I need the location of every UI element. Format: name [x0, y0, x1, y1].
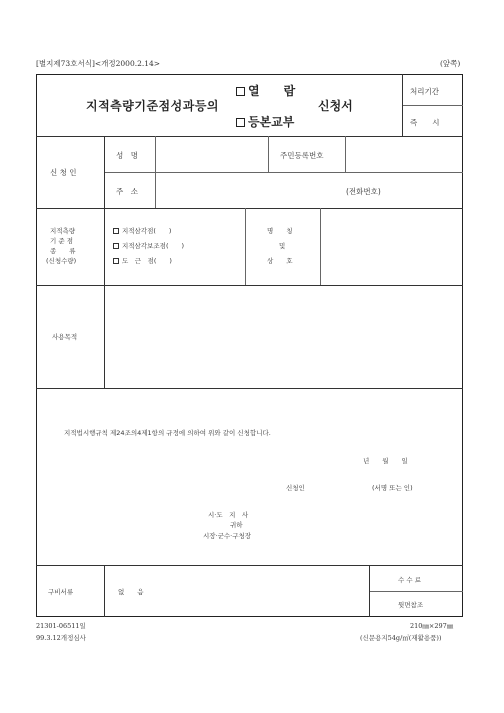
recipient-governor: 시·도 지 사	[208, 511, 249, 519]
survey-option-triangulation[interactable]	[113, 226, 171, 235]
address-label: 주 소	[116, 187, 138, 196]
required-docs-label: 구비서류	[48, 588, 74, 596]
survey-section-label-1: 지적측량	[50, 227, 76, 235]
checkbox-traverse[interactable]	[113, 258, 119, 264]
divider-processing	[402, 105, 463, 106]
required-docs-value: 없 음	[118, 588, 144, 596]
declaration-text: 지적법시행규칙 제24조의4제1항의 규정에 의하여 위와 같이 신청합니다.	[64, 429, 271, 437]
divider-v-processing	[402, 74, 403, 136]
divider-v-name-label	[155, 136, 156, 208]
signature-note: (서명 또는 인)	[372, 484, 413, 492]
divider-declaration-end	[36, 565, 463, 566]
divider-v-label-column	[104, 136, 105, 388]
divider-fee	[369, 591, 463, 592]
survey-option-sub-triangulation[interactable]	[113, 241, 184, 250]
divider-purpose-end	[36, 388, 463, 389]
divider-v-docs	[104, 565, 105, 617]
side-label: (앞쪽)	[440, 59, 461, 68]
name-label: 성 명	[116, 151, 138, 160]
footer-code: 21301-06511일	[36, 622, 86, 630]
application-date[interactable]: 년 월 일	[363, 457, 408, 465]
divider-v-fee	[369, 565, 370, 617]
divider-applicant-end	[36, 208, 463, 209]
applicant-section-label: 신 청 인	[50, 168, 77, 177]
recipient-mayor: 시장·군수·구청장	[203, 532, 252, 540]
title-left: 지적측량기준점성과등의	[86, 99, 220, 113]
title-option-copy-label: 등본교부	[248, 115, 295, 129]
title-option-view[interactable]	[236, 82, 295, 99]
divider-v-id-label-right	[345, 136, 346, 172]
divider-survey-end	[36, 285, 463, 286]
survey-option-label: 지적삼각보조점( )	[122, 242, 185, 250]
fee-label: 수 수 료	[398, 576, 421, 584]
checkbox-view[interactable]	[236, 87, 245, 96]
checkbox-copy[interactable]	[236, 118, 245, 127]
name-and-title-label-1: 명 칭	[267, 227, 293, 235]
checkbox-triangulation[interactable]	[113, 228, 119, 234]
processing-period-value: 즉 시	[410, 118, 440, 127]
divider-applicant	[104, 172, 463, 173]
divider-v-survey-mid	[245, 208, 246, 285]
divider-v-id-label-left	[268, 136, 269, 172]
footer-size: 210㎜×297㎜	[410, 622, 454, 630]
title-right: 신청서	[318, 99, 353, 113]
phone-label: (전화번호)	[346, 187, 381, 196]
processing-period-label: 처리기간	[410, 87, 439, 96]
purpose-label: 사용목적	[52, 333, 78, 341]
survey-section-label-4: (신청수량)	[46, 257, 77, 265]
survey-option-label: 도 근 점( )	[122, 257, 172, 265]
footer-approval: 99.3.12개정심사	[36, 634, 86, 642]
survey-section-label-2: 기 준 점	[50, 237, 73, 245]
title-option-copy[interactable]	[236, 113, 294, 130]
title-option-view-label: 열 람	[248, 84, 296, 98]
divider-title	[36, 136, 463, 137]
applicant-sign-label: 신청인	[286, 484, 305, 492]
form-number: [별지제73호서식]<개정2000.2.14>	[36, 59, 161, 68]
survey-option-traverse[interactable]	[113, 256, 172, 265]
fee-note: 뒷면참조	[398, 601, 424, 609]
recipient-honorific: 귀하	[230, 521, 243, 529]
name-and-title-label-2: 및	[279, 242, 286, 250]
survey-option-label: 지적삼각점( )	[122, 227, 172, 235]
checkbox-sub-triangulation[interactable]	[113, 243, 119, 249]
survey-section-label-3: 종 류	[50, 247, 76, 255]
name-and-title-label-3: 상 호	[267, 257, 293, 265]
divider-v-survey-right	[320, 208, 321, 285]
id-number-label: 주민등록번호	[280, 151, 324, 160]
footer-paper: (신문용지54g/㎡(재활용품))	[360, 634, 442, 642]
